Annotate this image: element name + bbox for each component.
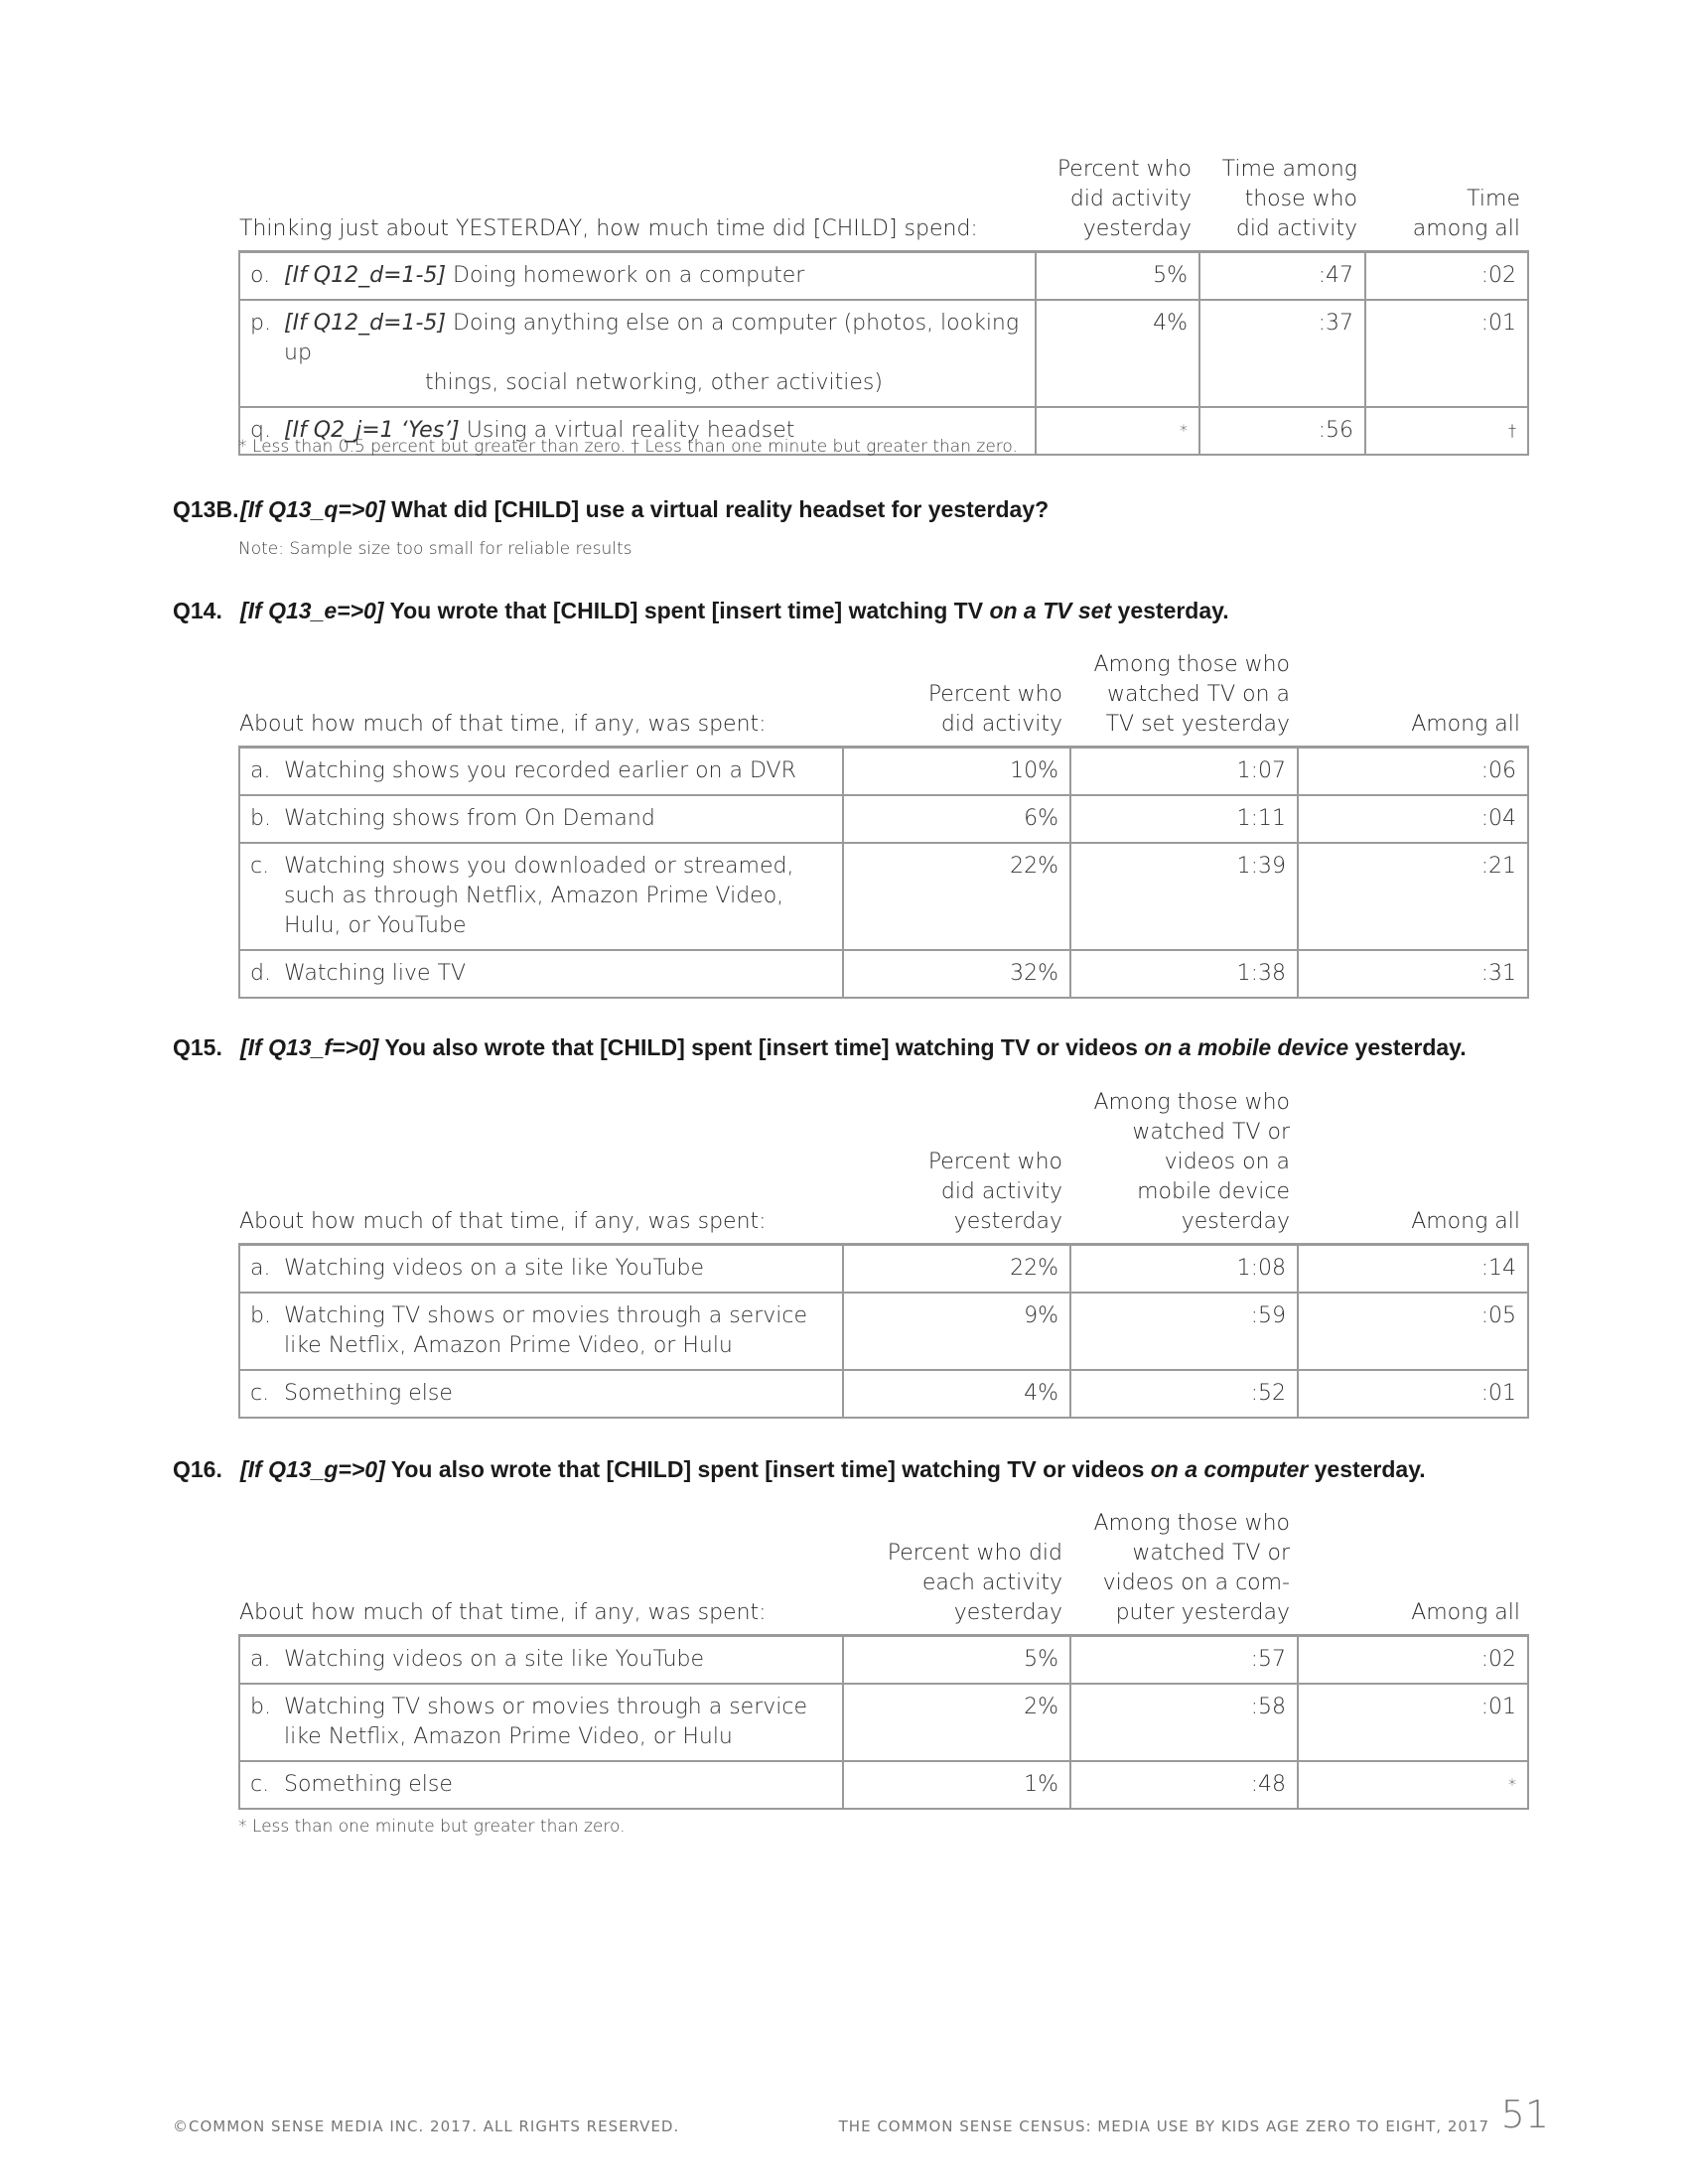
row-condition: [If Q2_j=1 ‘Yes’] [284,418,460,443]
q13-col3-header: Time among all [1365,155,1528,252]
cell-time-among-all: :02 [1365,252,1528,301]
cell-percent: 9% [843,1293,1070,1370]
row-label: Watching TV shows or movies through a service like Netflix, Amazon Prime Video, or Hulu [284,1303,808,1358]
q16-question-header: About how much of that time, if any, was spent: [239,1509,843,1636]
q15-condition: [If Q13_f=>0] [240,1034,379,1060]
cell-time-among-all: * [1298,1761,1528,1809]
row-letter: c. [250,1381,270,1406]
q15-emphasis: on a mobile device [1144,1034,1349,1060]
q15-number: Q15. [173,1034,222,1060]
table-row [239,1684,1528,1761]
q16-col2-header: Among those who watched TV or videos on a com- puter yesterday [1070,1509,1298,1636]
row-label: Watching live TV [284,961,467,986]
q16-condition: [If Q13_g=>0] [240,1456,385,1482]
cell-time-among-all: :04 [1298,795,1528,843]
q13-col2-header: Time among those who did activity [1199,155,1365,252]
table-row [239,795,1528,843]
page-number: 51 [1500,2093,1549,2136]
q13-col1-header: Percent who did activity yesterday [1036,155,1199,252]
q14-text-end: yesterday. [1117,598,1229,623]
q16-footnote: * Less than one minute but greater than zero. [238,1817,626,1837]
row-label: Doing homework on a computer [453,263,805,288]
q13-footnote: * Less than 0.5 percent but greater than zero. † Less than one minute but greater than zero. [238,437,1018,457]
cell-percent: 6% [843,795,1070,843]
row-letter: a. [250,1256,271,1281]
row-letter: d. [250,961,271,986]
row-label: Watching shows from On Demand [284,806,655,831]
cell-time-among-all: :31 [1298,950,1528,998]
q14-col1-header: Percent who did activity [843,650,1070,748]
cell-percent: 5% [1036,252,1199,301]
q14-condition: [If Q13_e=>0] [240,598,384,623]
row-letter: c. [250,1772,270,1797]
q13b-heading [173,496,1049,523]
table-row [239,1245,1528,1294]
q15-col1-header: Percent who did activity yesterday [843,1088,1070,1245]
row-letter: o. [250,263,271,288]
cell-time-among-doers: 1:38 [1070,950,1298,998]
table-row [239,843,1528,950]
q15-col2-header: Among those who watched TV or videos on a mobile device yesterday [1070,1088,1298,1245]
q15-heading [173,1034,1467,1061]
row-letter: a. [250,758,271,783]
cell-percent: 10% [843,748,1070,796]
row-label: Doing anything else on a computer (photos, looking up [284,311,1020,365]
cell-time-among-all: :05 [1298,1293,1528,1370]
row-label-continued: things, social networking, other activities) [425,370,883,395]
cell-time-among-doers: :48 [1070,1761,1298,1809]
row-label: Watching TV shows or movies through a service like Netflix, Amazon Prime Video, or Hulu [284,1695,808,1749]
q14-number: Q14. [173,598,222,623]
table-row [239,1761,1528,1809]
row-letter: b. [250,806,271,831]
q16-text-end: yesterday. [1314,1456,1426,1482]
q13-question-header: Thinking just about YESTERDAY, how much time did [CHILD] spend: [239,155,1036,252]
cell-time-among-all: :06 [1298,748,1528,796]
cell-percent: * [1036,407,1199,455]
q14-col3-header: Among all [1298,650,1528,748]
cell-time-among-doers: 1:07 [1070,748,1298,796]
q13b-text: What did [CHILD] use a virtual reality headset for yesterday? [391,496,1050,522]
row-label: Watching videos on a site like YouTube [284,1256,705,1281]
table-row [239,252,1528,301]
cell-time-among-doers: :52 [1070,1370,1298,1418]
q15-text: You also wrote that [CHILD] spent [insert time] watching TV or videos [384,1034,1138,1060]
q14-emphasis: on a TV set [989,598,1112,623]
q14-col2-header: Among those who watched TV on a TV set yesterday [1070,650,1298,748]
table-row [239,748,1528,796]
q15-question-header: About how much of that time, if any, was spent: [239,1088,843,1245]
cell-time-among-doers: :56 [1199,407,1365,455]
q16-col1-header: Percent who did each activity yesterday [843,1509,1070,1636]
row-label: Watching videos on a site like YouTube [284,1647,705,1672]
q16-text: You also wrote that [CHILD] spent [insert time] watching TV or videos [390,1456,1145,1482]
q16-table [238,1509,1529,1810]
row-condition: [If Q12_d=1-5] [284,311,447,336]
cell-percent: 4% [843,1370,1070,1418]
cell-percent: 1% [843,1761,1070,1809]
cell-time-among-all: :14 [1298,1245,1528,1294]
row-condition: [If Q12_d=1-5] [284,263,447,288]
cell-time-among-all: :01 [1365,300,1528,407]
row-label: Something else [284,1772,453,1797]
cell-percent: 4% [1036,300,1199,407]
cell-percent: 32% [843,950,1070,998]
row-label: Watching shows you recorded earlier on a DVR [284,758,796,783]
q13b-number: Q13B. [173,496,239,522]
q16-emphasis: on a computer [1150,1456,1309,1482]
cell-time-among-doers: :37 [1199,300,1365,407]
row-label: Watching shows you downloaded or streamed, such as through Netflix, Amazon Prime Video, Hulu, or YouTube [284,854,794,938]
table-row [239,300,1528,407]
row-letter: b. [250,1695,271,1719]
cell-time-among-doers: :58 [1070,1684,1298,1761]
cell-percent: 5% [843,1636,1070,1685]
cell-time-among-all: :01 [1298,1684,1528,1761]
cell-time-among-doers: 1:39 [1070,843,1298,950]
cell-time-among-doers: :57 [1070,1636,1298,1685]
cell-time-among-all: :01 [1298,1370,1528,1418]
table-row [239,1293,1528,1370]
q16-heading [173,1456,1426,1483]
cell-time-among-doers: :59 [1070,1293,1298,1370]
row-label: Using a virtual reality headset [466,418,795,443]
cell-time-among-all: :02 [1298,1636,1528,1685]
cell-time-among-all: † [1365,407,1528,455]
q13b-condition: [If Q13_q=>0] [240,496,385,522]
row-letter: c. [250,854,270,879]
footer-copyright: ©COMMON SENSE MEDIA INC. 2017. ALL RIGHTS RESERVED. [173,2117,680,2135]
footer-title: THE COMMON SENSE CENSUS: MEDIA USE BY KIDS AGE ZERO TO EIGHT, 2017 [838,2117,1489,2135]
q14-heading [173,598,1229,624]
cell-time-among-all: :21 [1298,843,1528,950]
cell-percent: 22% [843,1245,1070,1294]
q15-text-end: yesterday. [1354,1034,1467,1060]
q16-col3-header: Among all [1298,1509,1528,1636]
cell-percent: 22% [843,843,1070,950]
table-row [239,950,1528,998]
cell-time-among-doers: 1:08 [1070,1245,1298,1294]
table-row [239,1370,1528,1418]
row-letter: b. [250,1303,271,1328]
q14-question-header: About how much of that time, if any, was spent: [239,650,843,748]
q15-table [238,1088,1529,1419]
table-row [239,1636,1528,1685]
row-letter: a. [250,1647,271,1672]
cell-percent: 2% [843,1684,1070,1761]
row-letter: q. [250,418,271,443]
row-label: Something else [284,1381,453,1406]
q15-col3-header: Among all [1298,1088,1528,1245]
q13-table [238,155,1529,456]
q14-text: You wrote that [CHILD] spent [insert time] watching TV [389,598,984,623]
cell-time-among-doers: 1:11 [1070,795,1298,843]
row-letter: p. [250,311,271,336]
q14-table [238,650,1529,999]
q13b-note: Note: Sample size too small for reliable results [238,539,633,559]
q16-number: Q16. [173,1456,222,1482]
cell-time-among-doers: :47 [1199,252,1365,301]
